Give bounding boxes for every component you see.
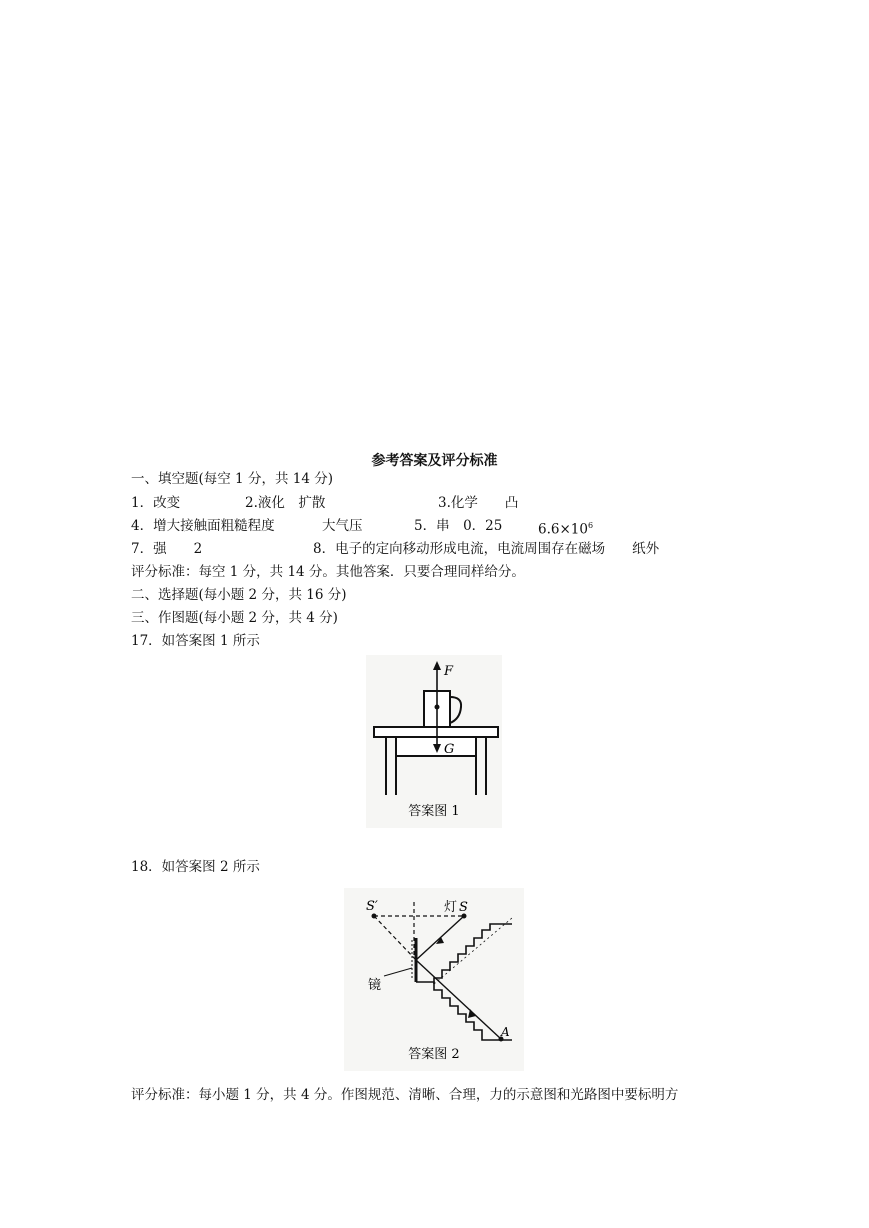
figure-1-caption: 答案图 1 bbox=[408, 804, 460, 819]
answer-8: 8．电子的定向移动形成电流，电流周围存在磁场 纸外 bbox=[313, 541, 660, 557]
cup-on-table-diagram bbox=[366, 655, 502, 828]
mirror-stair-diagram bbox=[344, 888, 524, 1071]
table-top bbox=[374, 727, 498, 737]
answer-figure-1 bbox=[366, 655, 502, 828]
answer-7: 7．强 2 bbox=[131, 541, 203, 557]
answer-5: 5．串 0．25 bbox=[414, 518, 503, 534]
label-f: F bbox=[444, 664, 454, 679]
figure-2-caption: 答案图 2 bbox=[408, 1047, 460, 1062]
grading-note-1: 评分标准：每空 1 分，共 14 分。其他答案．只要合理同样给分。 bbox=[131, 564, 525, 580]
question-18: 18．如答案图 2 所示 bbox=[131, 859, 260, 875]
label-s: S bbox=[459, 900, 468, 915]
answer-2: 2.液化 扩散 bbox=[245, 495, 326, 511]
label-s-prime: S′ bbox=[366, 899, 378, 914]
answer-3: 3.化学 凸 bbox=[438, 495, 519, 511]
label-lamp: 灯 bbox=[444, 900, 458, 915]
section-multiple-choice: 二、选择题(每小题 2 分，共 16 分) bbox=[131, 587, 347, 603]
section-fill-blank: 一、填空题(每空 1 分，共 14 分) bbox=[131, 471, 333, 487]
page-title: 参考答案及评分标准 bbox=[371, 453, 498, 469]
answer-6: $6.6\times 10^6$ bbox=[538, 521, 594, 538]
question-17: 17．如答案图 1 所示 bbox=[131, 633, 260, 649]
grading-note-2: 评分标准：每小题 1 分，共 4 分。作图规范、清晰、合理，力的示意图和光路图中要标明方 bbox=[131, 1087, 679, 1103]
answer-4b: 大气压 bbox=[322, 518, 363, 534]
lower-stairs bbox=[416, 982, 512, 1040]
label-a: A bbox=[501, 1025, 510, 1039]
section-drawing: 三、作图题(每小题 2 分，共 4 分) bbox=[131, 610, 338, 626]
answer-figure-2 bbox=[344, 888, 524, 1071]
answer-4a: 4．增大接触面粗糙程度 bbox=[131, 518, 275, 534]
answer-1: 1．改变 bbox=[131, 495, 181, 511]
label-g: G bbox=[444, 742, 455, 757]
label-mirror: 镜 bbox=[368, 978, 382, 993]
force-f-arrow bbox=[433, 661, 441, 670]
cup-handle bbox=[450, 697, 461, 723]
